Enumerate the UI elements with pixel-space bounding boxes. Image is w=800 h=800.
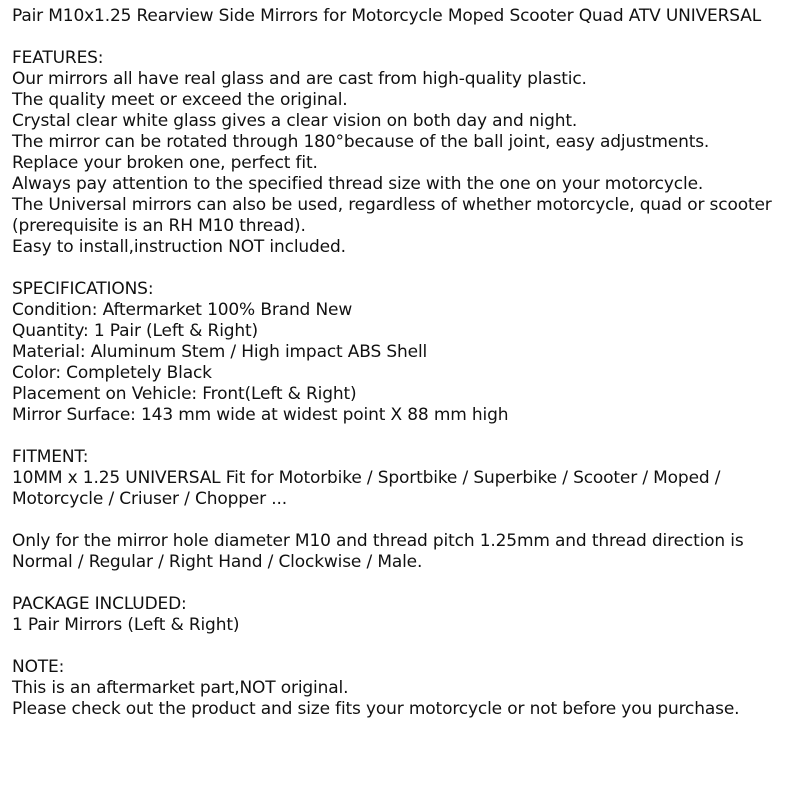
spec-line: Quantity: 1 Pair (Left & Right) (12, 321, 259, 341)
spec-line: Mirror Surface: 143 mm wide at widest point X 88 mm high (12, 405, 509, 425)
features-section (12, 48, 792, 258)
spacer (12, 573, 792, 594)
fitment-line: 10MM x 1.25 UNIVERSAL Fit for Motorbike / Sportbike / Superbike / Scooter / Moped / (12, 468, 721, 488)
spec-line: Color: Completely Black (12, 363, 212, 383)
feature-line: Replace your broken one, perfect fit. (12, 153, 318, 173)
spacer (12, 27, 792, 48)
specifications-heading: SPECIFICATIONS: (12, 279, 154, 299)
feature-line: The mirror can be rotated through 180°because of the ball joint, easy adjustments. (12, 132, 710, 152)
package-line: 1 Pair Mirrors (Left & Right) (12, 615, 240, 635)
note-section (12, 657, 792, 720)
feature-line: Our mirrors all have real glass and are cast from high-quality plastic. (12, 69, 587, 89)
spacer (12, 636, 792, 657)
spec-line: Placement on Vehicle: Front(Left & Right) (12, 384, 357, 404)
feature-line: The Universal mirrors can also be used, regardless of whether motorcycle, quad or scooter (12, 195, 772, 215)
product-title: Pair M10x1.25 Rearview Side Mirrors for Motorcycle Moped Scooter Quad ATV UNIVERSAL (12, 6, 762, 26)
spacer (12, 258, 792, 279)
fitment-section (12, 447, 792, 573)
feature-line: The quality meet or exceed the original. (12, 90, 348, 110)
spacer (12, 426, 792, 447)
product-description (12, 6, 792, 720)
features-heading: FEATURES: (12, 48, 104, 68)
specifications-section (12, 279, 792, 426)
spacer (12, 510, 792, 531)
feature-line: Crystal clear white glass gives a clear vision on both day and night. (12, 111, 578, 131)
note-line: Please check out the product and size fits your motorcycle or not before you purchase. (12, 699, 740, 719)
package-heading: PACKAGE INCLUDED: (12, 594, 187, 614)
package-section (12, 594, 792, 636)
spec-line: Material: Aluminum Stem / High impact ABS Shell (12, 342, 428, 362)
note-line: This is an aftermarket part,NOT original. (12, 678, 349, 698)
spec-line: Condition: Aftermarket 100% Brand New (12, 300, 353, 320)
fitment-note-line: Only for the mirror hole diameter M10 and thread pitch 1.25mm and thread direction is (12, 531, 744, 551)
fitment-note-line: Normal / Regular / Right Hand / Clockwise / Male. (12, 552, 423, 572)
fitment-line: Motorcycle / Criuser / Chopper ... (12, 489, 288, 509)
feature-line: Easy to install,instruction NOT included. (12, 237, 346, 257)
fitment-heading: FITMENT: (12, 447, 89, 467)
feature-line: Always pay attention to the specified thread size with the one on your motorcycle. (12, 174, 704, 194)
note-heading: NOTE: (12, 657, 65, 677)
feature-line: (prerequisite is an RH M10 thread). (12, 216, 306, 236)
